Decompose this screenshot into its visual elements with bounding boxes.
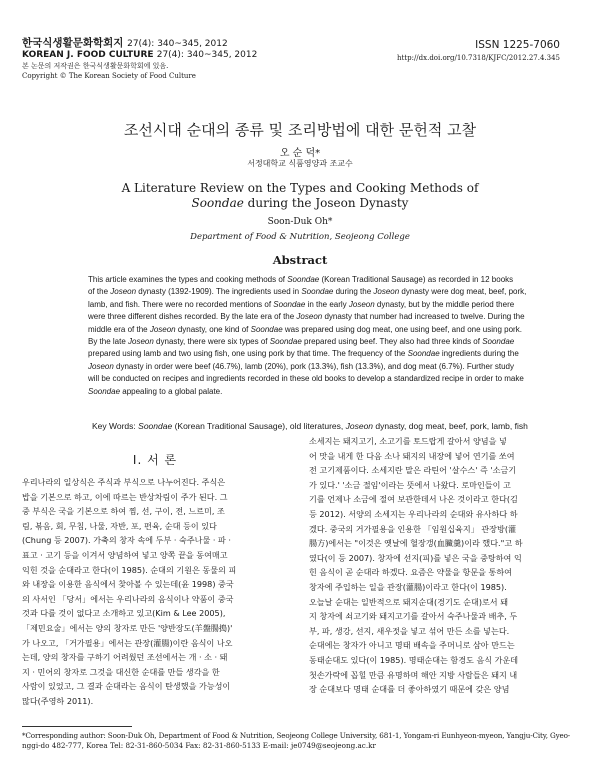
abstract-line: This article examines the types and cooking methods of Soondae (Korean Traditional Sausage) as recorded in 12 books [88, 275, 514, 284]
body-line: 전 고기제품이다. 소세지란 말은 라틴어 '살수스' 즉 '소금기 [309, 465, 517, 476]
author-kr: 오 순 덕* [279, 148, 321, 159]
copyright-en: Copyright © The Korean Society of Food Culture [22, 72, 196, 80]
abstract-line: prepared using lamb and two using fish, one using pork by that time. The frequency of the Soondae ingredients during the [88, 349, 519, 359]
body-line: 힌 음식이 곧 순대라 하겠다. 요즘은 약물을 항문을 통하여 [309, 567, 512, 578]
body-line: 밥을 기본으로 하고, 이에 따르는 반상차림이 주가 된다. 그 [22, 491, 228, 502]
abstract-line: middle era of the Joseon dynasty, one kind of Soondae was prepared using dog meat, one using beef, and one using pork. [88, 324, 522, 334]
abstract-line: lamb, and fish. There were no recorded mentions of Soondae in the early Joseon dynasty, but by the middle period there [88, 299, 515, 309]
keywords [92, 421, 532, 431]
body-line: 중 부식은 국을 기본으로 하여 찜, 선, 구이, 전, 느르미, 조 [22, 506, 225, 517]
body-line: 표고 · 고기 등을 이겨서 양념하여 넣고 양쪽 끝을 동여매고 [22, 549, 228, 560]
abstract-line: will be conducted on recipes and ingredients recorded in these old books to develop a standardized recipe in order to make [88, 374, 524, 384]
footnote-line: *Corresponding author: Soon-Duk Oh, Department of Food & Nutrition, Seojeong College University, 681-1, Yongam-ri Eunhyeon-myeon, Yangju-City, Gyeo- [22, 731, 571, 740]
abstract-line: Joseon dynasty in order were beef (46.7%), lamb (20%), pork (13.3%), fish (13.3%), and dog meat (6.7%). Further study [88, 361, 514, 371]
body-line: 장 순대보다 명태 순대를 더 좋아하였기 때문에 갖은 양념 [309, 684, 510, 695]
body-line: 였다(이 등 2007). 창자에 선지(피)를 넣은 국을 중탕하여 익 [309, 552, 522, 563]
title-en-line1: A Literature Review on the Types and Cooking Methods of [121, 181, 479, 195]
abstract-line: By the late Joseon dynasty, there were six types of Soondae prepared using beef. They also had three kinds of Soondae [88, 337, 515, 347]
issn-block [300, 39, 560, 64]
body-line: 부, 파, 생강, 선지, 새우젓을 넣고 섞어 만든 소를 넣는다. [309, 625, 510, 636]
journal-volume-kr: 27(4): 340~345, 2012 [127, 39, 228, 49]
footnote-divider [22, 726, 132, 727]
body-line: 지 창자에 쇠고기와 돼지고기를 갈아서 숙주나물과 배추, 두 [309, 611, 518, 622]
body-line: 등 2012). 서양의 소세지는 우리나라의 순대와 유사하다 하 [309, 508, 518, 519]
affiliation-kr: 서정대학교 식품영양과 조교수 [247, 159, 353, 168]
abstract-body [88, 274, 528, 398]
abstract-line: Soondae appealing to a global palate. [88, 386, 223, 396]
body-column-left [22, 437, 288, 709]
body-line: 사람이 있었고, 그 결과 순대라는 음식이 탄생했을 가능성이 [22, 681, 231, 692]
journal-name-en: KOREAN J. FOOD CULTURE 27(4): 340~345, 2012 [22, 50, 258, 60]
corresponding-author-footnote [22, 731, 582, 752]
body-line: 와 내장을 이용한 음식에서 찾아볼 수 있는데(윤 1998) 중국 [22, 579, 234, 590]
body-line: 첫손가락에 꼽힐 만큼 유명하며 해안 지방 사람들은 돼지 내 [309, 669, 518, 680]
body-line: 지 · 민어의 창자로 그것을 대신한 순대를 만들 생각을 한 [22, 666, 220, 677]
body-line: 익힌 것을 순대라고 한다(이 1985). 순대의 기원은 동물의 피 [22, 564, 237, 575]
body-line: 가 나오고, 「거가필용」에서는 관장(灌腸)이란 음식이 나오 [22, 637, 233, 648]
doi-link[interactable]: http://dx.doi.org/10.7318/KJFC/2012.27.4.345 [396, 54, 560, 62]
body-line: 것과 다를 것이 없다고 소개하고 있고(Kim & Lee 2005), [22, 608, 226, 619]
body-column-right [309, 434, 581, 697]
body-line: 오늘날 순대는 일반적으로 돼지순대(경기도 순대)로서 돼 [309, 596, 509, 607]
author-en: Soon-Duk Oh* [267, 217, 333, 227]
copyright-kr: 본 논문의 저작권은 한국식생활문화학회에 있음. [22, 62, 169, 70]
body-line: 어 맛을 내게 한 다음 소나 돼지의 내장에 넣어 연기를 쏘여 [309, 450, 515, 461]
body-line: 는데, 양의 창자를 구하기 어려웠던 조선에서는 개 · 소 · 돼 [22, 652, 228, 663]
body-line: (Chung 등 2007). 가축의 창자 속에 두부 · 숙주나물 · 파 · [22, 535, 231, 546]
body-line: 동태순대도 있다(이 1985). 명태순대는 함경도 음식 가운데 [309, 654, 519, 665]
body-line: 가 있다.' '소금 절임'이라는 뜻에서 나왔다. 로마인들이 고 [309, 479, 511, 490]
body-line: 우리나라의 일상식은 주식과 부식으로 나누어진다. 주식은 [22, 477, 226, 487]
abstract-line: of the Joseon dynasty (1392-1909). The ingredients used in Soondae during the Joseon dynasty were dog meat, beef, pork, [88, 287, 527, 297]
keywords-list: Soondae (Korean Traditional Sausage), old literatures, Joseon dynasty, dog meat, beef, pork, lamb, fish [138, 421, 528, 431]
abstract-line: were three different dishes recorded. By the late era of the Joseon dynasty that number had increased to twelve. During the [88, 312, 525, 322]
title-en-soondae: Soondae [191, 196, 244, 210]
body-line: 순대에는 창자가 아니고 명태 배속을 주머니로 삼아 만드는 [309, 640, 515, 651]
issn: ISSN 1225-7060 [475, 39, 560, 51]
abstract-heading: Abstract [272, 253, 328, 267]
body-line: 腸方)에서는 "이것은 옛날에 혈장갱(血臟羹)이라 했다."고 하 [309, 538, 523, 549]
footnote-line: nggi-do 482-777, Korea Tel: 82-31-860-5034 Fax: 82-31-860-5133 E-mail: je0749@seojeong.ac.kr [22, 741, 376, 751]
body-line: 창자에 주입하는 일을 관장(灌腸)이라고 한다(이 1985). [309, 581, 507, 592]
body-line: 소세지는 돼지고기, 소고기를 토드랍게 갈아서 양념을 넣 [309, 436, 507, 446]
body-line: 의 사서인 「당서」에서는 우리나라의 음식이나 약품이 중국 [22, 593, 234, 604]
keywords-label: Key Words: [92, 421, 136, 431]
body-line: 「제민요술」에서는 양의 창자로 만든 '양반장도(羊盤腸搗)' [22, 622, 233, 633]
affiliation-en: Department of Food & Nutrition, Seojeong College [190, 232, 410, 242]
title-kr: 조선시대 순대의 종류 및 조리방법에 대한 문헌적 고찰 [123, 121, 477, 139]
title-en-rest: during the Joseon Dynasty [243, 196, 409, 210]
body-line: 림, 볶음, 회, 무침, 나물, 자반, 포, 편육, 순대 등이 있다 [22, 520, 217, 531]
body-line: 겠다. 중국의 거가필용을 인용한 「임원십육지」 관장방(灌 [309, 523, 517, 534]
body-line: 기를 언제나 소금에 절여 보관한데서 나온 것이라고 한다(김 [309, 494, 518, 505]
journal-volume-en: 27(4): 340~345, 2012 [156, 50, 258, 60]
body-line: 많다(주영하 2011). [22, 695, 94, 706]
title-en-line2 [0, 196, 600, 211]
section-heading-introduction: I. 서 론 [132, 453, 178, 467]
journal-name-kr: 한국식생활문화학회지 27(4): 340~345, 2012 [22, 37, 228, 49]
